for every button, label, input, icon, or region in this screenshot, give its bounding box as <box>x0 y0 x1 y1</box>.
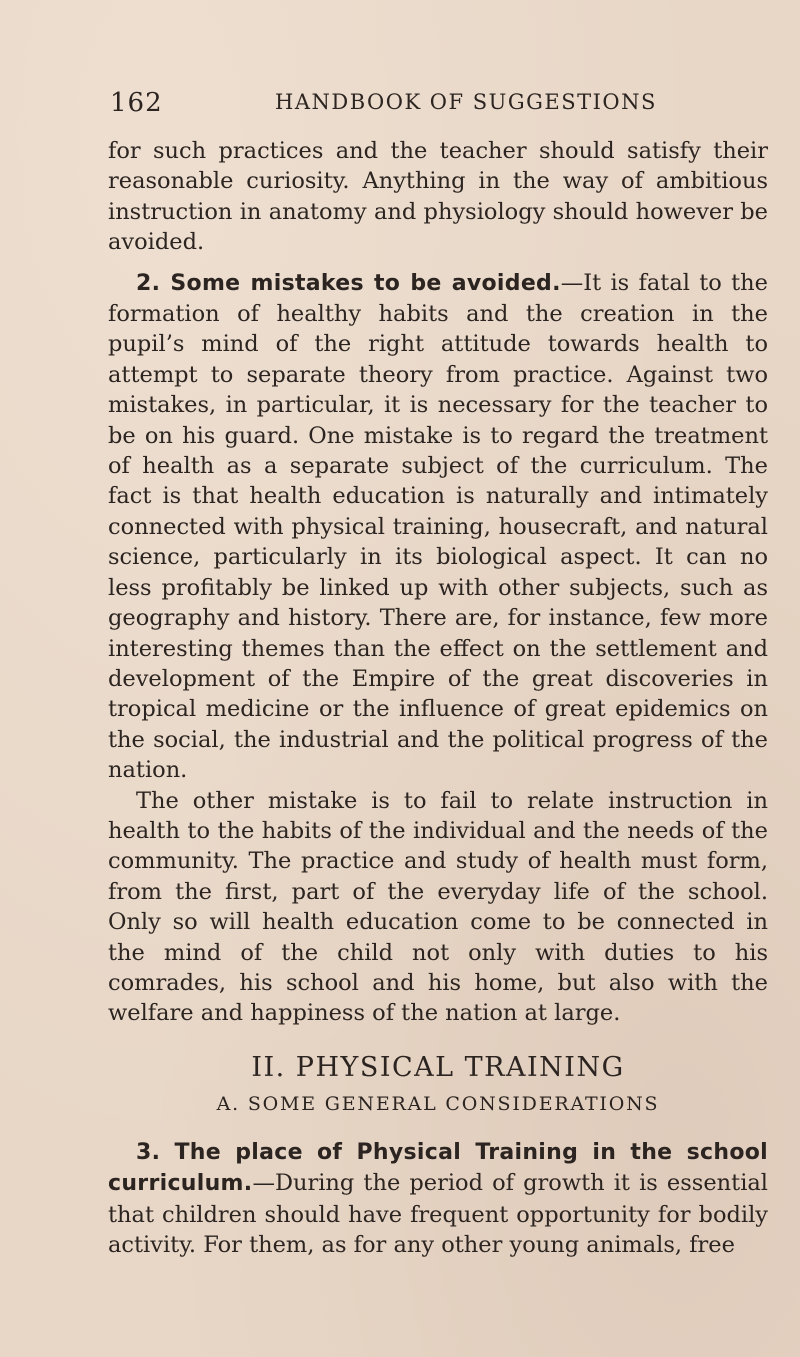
paragraph-text: The other mistake is to fail to relate instruction in health to the habits of the individual and the needs of the community. The practice and study of health must form, from the first, part of the everyday life of the school. Only so will health education come to be connected in the mind of the child not only with duties to his comrades, his school and his home, but also with the welfare and happiness of the nation at large. <box>108 787 768 1027</box>
paragraph-physical-training <box>108 1137 768 1261</box>
running-head <box>110 88 750 124</box>
body-text <box>108 136 768 1260</box>
spacer <box>108 258 768 268</box>
paragraph-heading: 3. The place of Physical Training in the school curriculum. <box>108 1139 768 1197</box>
spacer <box>108 1117 768 1137</box>
page-number: 162 <box>110 88 163 118</box>
paragraph-other-mistake <box>108 786 768 1029</box>
paragraph-text: —During the period of growth it is essential that children should have frequent opportunity for bodily activity. For them, as for any other young animals, free <box>108 1170 768 1258</box>
running-title: HANDBOOK OF SUGGESTIONS <box>275 90 657 114</box>
subsection-heading: A. SOME GENERAL CONSIDERATIONS <box>216 1092 660 1115</box>
paragraph-text: —It is fatal to the formation of healthy habits and the creation in the pupil’s mind of the right attitude towards health to attempt to separate theory from practice. Against two mistakes, in particular, it is necessary for the teacher to be on his guard. One mistake is to regard the treatment of health as a separate subject of the curriculum. The fact is that health education is naturally and intimately connected with physical training, housecraft, and natural science, particularly in its biological aspect. It can no less profitably be linked up with other subjects, such as geography and history. There are, for instance, few more interesting themes than the effect on the settlement and development of the Empire of the great discoveries in tropical medicine or the influence of great epidemics on the social, the industrial and the political progress of the nation. <box>108 269 768 784</box>
section-heading: II. PHYSICAL TRAINING <box>251 1051 625 1083</box>
paragraph-mistakes <box>108 268 768 786</box>
spacer <box>108 1029 768 1051</box>
paragraph-continuation <box>108 136 768 258</box>
paragraph-text: for such practices and the teacher should satisfy their reasonable curiosity. Anything in the way of ambitious instruction in anatomy and physiology should however be avoided. <box>108 138 768 256</box>
paragraph-heading: 2. Some mistakes to be avoided. <box>136 270 561 296</box>
